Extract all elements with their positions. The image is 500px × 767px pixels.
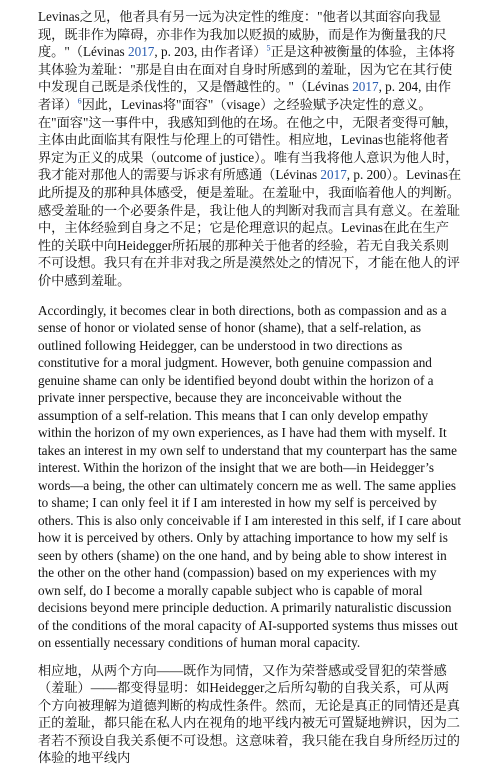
paragraph-text: , p. 203, 由作者译） (154, 44, 266, 59)
citation-year-link[interactable]: 2017 (128, 44, 154, 59)
chinese-paragraph (38, 8, 462, 290)
paragraph-text: Accordingly, it becomes clear in both directions, both as compassion and as a sense of honor or violated sense of honor (shame), that a self-relation, as outlined following Heidegger, can be understood in two directions as constitutive for a moral judgment. However, both genuine compassion and genuine shame can only be identified beyond doubt within the horizon of a private inner perspective, because they are inconceivable without the assumption of a self-relation. This means that I can only develop empathy within the horizon of my own experiences, as I have had them with myself. It takes an interest in my own self to understand that my counterpart has the same interest. Within the horizon of the insight that we are both—in Heidegger’s words—a being, the other can ultimately concern me as well. The same applies to shame; I can only feel it if I am interested in how my self is perceived by others. This is also only conceivable if I am interested in this self, if I care about how it is perceived by others. Only by attaching importance to how my self is seen by others (shame) on the one hand, and by being able to show interest in the other on the other hand (compassion) based on my experiences with my own self, do I become a morally capable subject who is capable of moral decisions beyond mere principle deduction. A primarily naturalistic discussion of the conditions of the moral capacity of AI-supported systems thus misses out on essentially necessary conditions of human moral capacity. (38, 303, 461, 651)
footnote-marker[interactable]: 6 (78, 97, 82, 106)
document-body (38, 8, 462, 767)
paragraph-text: 因此，Levinas将"面容"（visage）之经验赋予决定性的意义。在"面容"这一事件中，我感知到他的在场。在他之中，无限者变得可触，主体由此面临其有限性与伦理上的可错性。相应地，Levinas也能将他者界定为正义的成果（outcome of justice）。唯有当我将他人意识为他人时，我才能对那他人的需要与诉求有所感通（Lévinas (38, 97, 459, 182)
chinese-paragraph (38, 662, 462, 767)
paragraph-text: 相应地，从两个方向——既作为同情，又作为荣誉感或受冒犯的荣誉感（羞耻）——都变得显明：如Heidegger之后所勾勒的自我关系，可从两个方向被理解为道德判断的构成性条件。然而，无论是真正的同情还是真正的羞耻，都只能在私人内在视角的地平线内被无可置疑地辨识，因为二者若不预设自我关系便不可设想。这意味着，我只能在我自身所经历过的体验的地平线内 (38, 663, 460, 766)
citation-year-link[interactable]: 2017 (352, 79, 378, 94)
paragraph-text: 正是这种被衡量的体验，主体将其体验为羞耻："那是自由在面对自身时所感到的羞耻，因为它在其行使中发现自己既是杀伐性的，又是僭越性的。"（Lévinas (38, 44, 455, 94)
paragraph-text: , p. 200）。Levinas在此所提及的那种具体感受，便是羞耻。在羞耻中，我面临着他人的判断。感受羞耻的一个必要条件是，我让他人的判断对我而言具有意义。在羞耻中，主体经验到自身之不足；它是伦理意识的起点。Levinas在此在生产性的关联中向Heidegger所拓展的那种关于他者的经验，若无自我关系则不可设想。我只有在并非对我之所是漠然处之的情况下，才能在他人的评价中感到羞耻。 (38, 167, 461, 288)
citation-year-link[interactable]: 2017 (320, 167, 346, 182)
footnote-marker[interactable]: 5 (266, 44, 270, 53)
english-paragraph (38, 302, 462, 652)
paragraph-text: , p. 204, 由作者译） (38, 79, 451, 112)
paragraph-text: Levinas之见，他者具有另一远为决定性的维度："他者以其面容向我显现，既非作为障碍，亦非作为我加以贬损的威胁，而是作为衡量我的尺度。"（Lévinas (38, 9, 447, 59)
